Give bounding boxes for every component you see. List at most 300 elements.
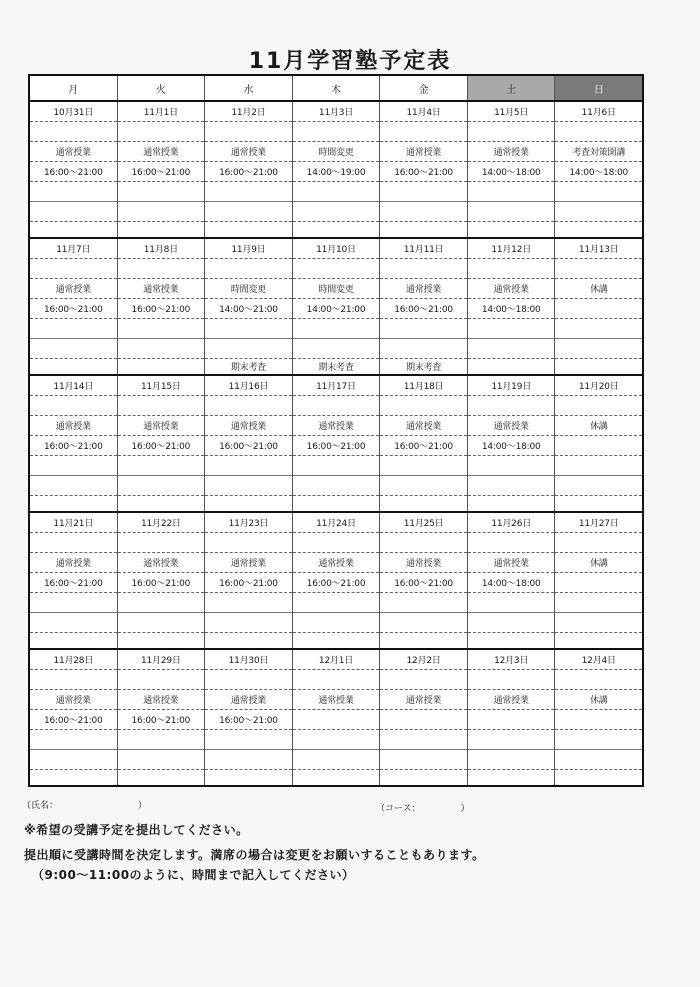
note-label (118, 496, 205, 511)
name-label: （氏名： (22, 801, 59, 811)
note-label (30, 359, 117, 374)
status-label: 休講 (555, 690, 642, 710)
time-label: 14:00～18:00 (555, 162, 642, 182)
blank-line[interactable] (380, 456, 467, 476)
weekday-sun: 日 (554, 76, 642, 100)
note-label (118, 633, 205, 648)
status-label: 通常授業 (205, 690, 292, 710)
blank-line[interactable] (468, 182, 555, 202)
blank-line[interactable] (293, 202, 380, 222)
date-label: 12月2日 (380, 650, 467, 670)
status-label: 通常授業 (468, 416, 555, 436)
date-label: 11月28日 (30, 650, 117, 670)
time-label: 16:00～21:00 (205, 710, 292, 730)
blank-line[interactable] (118, 593, 205, 613)
status-label: 通常授業 (118, 690, 205, 710)
blank-line[interactable] (205, 476, 292, 496)
time-label: 16:00～21:00 (205, 436, 292, 456)
blank-line[interactable] (468, 202, 555, 222)
blank-line[interactable] (293, 182, 380, 202)
date-label: 11月8日 (118, 239, 205, 259)
blank-line[interactable] (468, 593, 555, 613)
day-cell[interactable] (379, 376, 467, 511)
date-label: 11月29日 (118, 650, 205, 670)
blank-line[interactable] (380, 202, 467, 222)
time-label: 16:00～21:00 (380, 436, 467, 456)
date-label: 11月20日 (555, 376, 642, 396)
note-label (118, 222, 205, 237)
blank-line[interactable] (380, 319, 467, 339)
week-row (30, 374, 642, 511)
blank-line[interactable] (293, 730, 380, 750)
blank-line[interactable] (555, 319, 642, 339)
time-label: 16:00～21:00 (118, 573, 205, 593)
blank-line[interactable] (30, 396, 117, 416)
note-label (118, 359, 205, 374)
blank-line[interactable] (468, 396, 555, 416)
blank-line[interactable] (118, 259, 205, 279)
blank-line[interactable] (118, 670, 205, 690)
time-label: 14:00～18:00 (468, 162, 555, 182)
time-label: 14:00～19:00 (293, 162, 380, 182)
note-label (468, 770, 555, 785)
blank-line[interactable] (205, 456, 292, 476)
course-close: ） (460, 804, 470, 814)
blank-line[interactable] (380, 259, 467, 279)
status-label: 通常授業 (380, 553, 467, 573)
status-label: 時間変更 (293, 142, 380, 162)
blank-line[interactable] (118, 396, 205, 416)
date-label: 11月27日 (555, 513, 642, 533)
blank-line[interactable] (30, 339, 117, 359)
time-label (380, 710, 467, 730)
blank-line[interactable] (293, 396, 380, 416)
time-label (555, 299, 642, 319)
time-label: 16:00～21:00 (118, 162, 205, 182)
week-row (30, 102, 642, 237)
status-label: 通常授業 (293, 416, 380, 436)
date-label: 11月11日 (380, 239, 467, 259)
weekday-header (30, 76, 642, 102)
blank-line[interactable] (468, 122, 555, 142)
note-label (293, 222, 380, 237)
note-label (468, 496, 555, 511)
status-label: 通常授業 (118, 142, 205, 162)
blank-line[interactable] (205, 613, 292, 633)
time-label: 16:00～21:00 (205, 162, 292, 182)
day-cell[interactable] (467, 650, 555, 785)
time-label: 16:00～21:00 (293, 573, 380, 593)
note-label (30, 770, 117, 785)
note-label: 期末考査 (406, 363, 442, 373)
blank-line[interactable] (555, 202, 642, 222)
day-cell[interactable] (467, 102, 555, 237)
note-label (293, 633, 380, 648)
blank-line[interactable] (555, 259, 642, 279)
blank-line[interactable] (555, 730, 642, 750)
blank-line[interactable] (118, 730, 205, 750)
date-label: 11月17日 (293, 376, 380, 396)
weekday-mon: 月 (68, 84, 79, 96)
note-label (30, 222, 117, 237)
blank-line[interactable] (205, 202, 292, 222)
note-line-1: ※希望の受講予定を提出してください。 (24, 823, 249, 837)
blank-line[interactable] (380, 730, 467, 750)
status-label: 通常授業 (205, 553, 292, 573)
note-label (205, 633, 292, 648)
note-label: 期末考査 (230, 363, 267, 373)
blank-line[interactable] (293, 122, 380, 142)
day-cell[interactable] (554, 239, 642, 374)
time-label (555, 436, 642, 456)
blank-line[interactable] (380, 613, 467, 633)
day-cell[interactable] (117, 239, 205, 374)
date-label: 11月10日 (293, 239, 380, 259)
status-label: 通常授業 (118, 416, 205, 436)
blank-line[interactable] (293, 339, 380, 359)
date-label: 11月18日 (380, 376, 467, 396)
blank-line[interactable] (30, 182, 117, 202)
day-cell[interactable] (292, 650, 380, 785)
day-cell[interactable] (30, 239, 117, 374)
blank-line[interactable] (30, 476, 117, 496)
blank-line[interactable] (293, 456, 380, 476)
blank-line[interactable] (30, 670, 117, 690)
blank-line[interactable] (30, 613, 117, 633)
blank-line[interactable] (118, 750, 205, 770)
blank-line[interactable] (555, 750, 642, 770)
note-label (118, 770, 205, 785)
time-label (555, 573, 642, 593)
blank-line[interactable] (118, 613, 205, 633)
blank-line[interactable] (205, 750, 292, 770)
status-label: 通常授業 (380, 142, 467, 162)
note-label (468, 359, 555, 374)
blank-line[interactable] (293, 593, 380, 613)
schedule-table (28, 74, 644, 787)
time-label: 16:00～21:00 (380, 299, 467, 319)
blank-line[interactable] (293, 613, 380, 633)
date-label: 11月16日 (205, 376, 292, 396)
status-label: 通常授業 (293, 690, 380, 710)
time-label: 16:00～21:00 (293, 436, 380, 456)
time-label: 14:00～18:00 (468, 299, 555, 319)
blank-line[interactable] (468, 670, 555, 690)
day-cell[interactable] (30, 102, 117, 237)
blank-line[interactable] (380, 533, 467, 553)
time-label: 16:00～21:00 (30, 299, 117, 319)
blank-line[interactable] (555, 456, 642, 476)
day-cell[interactable] (204, 102, 292, 237)
date-label: 11月3日 (293, 102, 380, 122)
date-label: 11月12日 (468, 239, 555, 259)
blank-line[interactable] (555, 339, 642, 359)
time-label: 14:00～21:00 (205, 299, 292, 319)
day-cell[interactable] (554, 513, 642, 648)
day-cell[interactable] (30, 376, 117, 511)
blank-line[interactable] (30, 730, 117, 750)
blank-line[interactable] (380, 593, 467, 613)
blank-line[interactable] (468, 476, 555, 496)
day-cell[interactable] (292, 102, 380, 237)
blank-line[interactable] (468, 259, 555, 279)
date-label: 12月1日 (293, 650, 380, 670)
blank-line[interactable] (380, 122, 467, 142)
date-label: 11月23日 (205, 513, 292, 533)
day-cell[interactable] (30, 650, 117, 785)
note-label (555, 222, 642, 237)
name-field[interactable] (22, 798, 147, 811)
blank-line[interactable] (30, 456, 117, 476)
status-label: 通常授業 (205, 416, 292, 436)
day-cell[interactable] (292, 239, 380, 374)
day-cell[interactable] (292, 376, 380, 511)
status-label: 時間変更 (205, 279, 292, 299)
note-label (555, 770, 642, 785)
blank-line[interactable] (118, 122, 205, 142)
note-label (380, 770, 467, 785)
note-label (555, 359, 642, 374)
time-label (468, 710, 555, 730)
name-close: ） (138, 801, 148, 811)
blank-line[interactable] (118, 456, 205, 476)
blank-line[interactable] (30, 259, 117, 279)
course-label: （コース： (376, 804, 421, 814)
note-label (205, 222, 292, 237)
blank-line[interactable] (205, 182, 292, 202)
blank-line[interactable] (30, 319, 117, 339)
blank-line[interactable] (205, 396, 292, 416)
week-row (30, 237, 642, 374)
blank-line[interactable] (205, 593, 292, 613)
status-label: 通常授業 (118, 279, 205, 299)
blank-line[interactable] (555, 670, 642, 690)
day-cell[interactable] (467, 239, 555, 374)
blank-line[interactable] (555, 613, 642, 633)
blank-line[interactable] (555, 593, 642, 613)
blank-line[interactable] (30, 202, 117, 222)
blank-line[interactable] (468, 456, 555, 476)
blank-line[interactable] (468, 730, 555, 750)
status-label: 通常授業 (468, 142, 555, 162)
note-label (555, 496, 642, 511)
blank-line[interactable] (468, 339, 555, 359)
day-cell[interactable] (379, 650, 467, 785)
note-label (30, 496, 117, 511)
note-label (380, 496, 467, 511)
blank-line[interactable] (30, 122, 117, 142)
blank-line[interactable] (118, 202, 205, 222)
time-label: 14:00～18:00 (468, 573, 555, 593)
blank-line[interactable] (293, 533, 380, 553)
date-label: 12月4日 (555, 650, 642, 670)
status-label: 休講 (555, 279, 642, 299)
note-label (30, 633, 117, 648)
note-label (468, 633, 555, 648)
day-cell[interactable] (204, 239, 292, 374)
date-label: 11月2日 (205, 102, 292, 122)
day-cell[interactable] (204, 650, 292, 785)
status-label: 休講 (555, 553, 642, 573)
weekday-sat: 土 (467, 76, 555, 100)
blank-line[interactable] (118, 339, 205, 359)
blank-line[interactable] (555, 533, 642, 553)
status-label: 通常授業 (293, 553, 380, 573)
day-cell[interactable] (204, 513, 292, 648)
date-label: 11月21日 (30, 513, 117, 533)
note-label (293, 496, 380, 511)
course-field[interactable] (376, 801, 470, 814)
blank-line[interactable] (205, 730, 292, 750)
note-label: 期末考査 (318, 363, 354, 373)
blank-line[interactable] (293, 750, 380, 770)
blank-line[interactable] (380, 670, 467, 690)
blank-line[interactable] (293, 670, 380, 690)
blank-line[interactable] (380, 750, 467, 770)
week-row (30, 648, 642, 785)
blank-line[interactable] (205, 339, 292, 359)
blank-line[interactable] (118, 476, 205, 496)
day-cell[interactable] (379, 239, 467, 374)
blank-line[interactable] (30, 750, 117, 770)
date-label: 10月31日 (30, 102, 117, 122)
time-label: 16:00～21:00 (30, 573, 117, 593)
day-cell[interactable] (204, 376, 292, 511)
blank-line[interactable] (205, 259, 292, 279)
time-label: 16:00～21:00 (30, 436, 117, 456)
note-label (555, 633, 642, 648)
date-label: 11月7日 (30, 239, 117, 259)
blank-line[interactable] (468, 533, 555, 553)
time-label (293, 710, 380, 730)
blank-line[interactable] (380, 339, 467, 359)
blank-line[interactable] (468, 750, 555, 770)
time-label: 16:00～21:00 (30, 710, 117, 730)
blank-line[interactable] (205, 122, 292, 142)
status-label: 通常授業 (468, 279, 555, 299)
note-line-3: （9:00～11:00のように、時間まで記入してください） (32, 868, 355, 882)
time-label: 16:00～21:00 (205, 573, 292, 593)
status-label: 通常授業 (30, 279, 117, 299)
day-cell[interactable] (117, 650, 205, 785)
status-label: 通常授業 (30, 553, 117, 573)
blank-line[interactable] (468, 613, 555, 633)
time-label: 14:00～18:00 (468, 436, 555, 456)
day-cell[interactable] (554, 102, 642, 237)
blank-line[interactable] (30, 533, 117, 553)
status-label: 通常授業 (30, 690, 117, 710)
date-label: 11月6日 (555, 102, 642, 122)
blank-line[interactable] (555, 182, 642, 202)
day-cell[interactable] (379, 513, 467, 648)
date-label: 11月24日 (293, 513, 380, 533)
date-label: 11月25日 (380, 513, 467, 533)
day-cell[interactable] (117, 102, 205, 237)
time-label: 16:00～21:00 (118, 710, 205, 730)
time-label: 16:00～21:00 (118, 299, 205, 319)
weekday-wed: 水 (204, 76, 292, 100)
blank-line[interactable] (468, 319, 555, 339)
status-label: 時間変更 (293, 279, 380, 299)
weekday-tue: 火 (117, 76, 205, 100)
status-label: 休講 (555, 416, 642, 436)
note-label (293, 770, 380, 785)
day-cell[interactable] (292, 513, 380, 648)
blank-line[interactable] (293, 319, 380, 339)
day-cell[interactable] (467, 376, 555, 511)
blank-line[interactable] (118, 533, 205, 553)
date-label: 11月5日 (468, 102, 555, 122)
time-label: 16:00～21:00 (380, 573, 467, 593)
date-label: 11月22日 (118, 513, 205, 533)
day-cell[interactable] (30, 513, 117, 648)
blank-line[interactable] (205, 533, 292, 553)
day-cell[interactable] (379, 102, 467, 237)
status-label: 通常授業 (380, 690, 467, 710)
blank-line[interactable] (555, 122, 642, 142)
blank-line[interactable] (118, 319, 205, 339)
blank-line[interactable] (555, 396, 642, 416)
blank-line[interactable] (555, 476, 642, 496)
blank-line[interactable] (30, 593, 117, 613)
date-label: 11月4日 (380, 102, 467, 122)
day-cell[interactable] (117, 513, 205, 648)
date-label: 11月30日 (205, 650, 292, 670)
time-label: 16:00～21:00 (118, 436, 205, 456)
day-cell[interactable] (554, 650, 642, 785)
blank-line[interactable] (380, 396, 467, 416)
date-label: 11月15日 (118, 376, 205, 396)
time-label: 16:00～21:00 (380, 162, 467, 182)
status-label: 考査対策開講 (555, 142, 642, 162)
date-label: 11月14日 (30, 376, 117, 396)
blank-line[interactable] (293, 476, 380, 496)
date-label: 11月9日 (205, 239, 292, 259)
date-label: 11月1日 (118, 102, 205, 122)
date-label: 11月19日 (468, 376, 555, 396)
week-row (30, 511, 642, 648)
status-label: 通常授業 (380, 416, 467, 436)
status-label: 通常授業 (468, 690, 555, 710)
blank-line[interactable] (293, 259, 380, 279)
blank-line[interactable] (380, 476, 467, 496)
status-label: 通常授業 (468, 553, 555, 573)
time-label (555, 710, 642, 730)
status-label: 通常授業 (205, 142, 292, 162)
time-label: 16:00～21:00 (30, 162, 117, 182)
page-title: 11月学習塾予定表 (248, 49, 452, 74)
note-label (380, 222, 467, 237)
blank-line[interactable] (205, 670, 292, 690)
status-label: 通常授業 (118, 553, 205, 573)
day-cell[interactable] (554, 376, 642, 511)
blank-line[interactable] (205, 319, 292, 339)
weekday-thu: 木 (292, 76, 380, 100)
day-cell[interactable] (117, 376, 205, 511)
note-label (205, 496, 292, 511)
note-label (205, 770, 292, 785)
date-label: 11月13日 (555, 239, 642, 259)
blank-line[interactable] (380, 182, 467, 202)
status-label: 通常授業 (30, 416, 117, 436)
status-label: 通常授業 (380, 279, 467, 299)
weekday-fri: 金 (379, 76, 467, 100)
blank-line[interactable] (118, 182, 205, 202)
note-label (380, 633, 467, 648)
day-cell[interactable] (467, 513, 555, 648)
date-label: 11月26日 (468, 513, 555, 533)
note-label (468, 222, 555, 237)
